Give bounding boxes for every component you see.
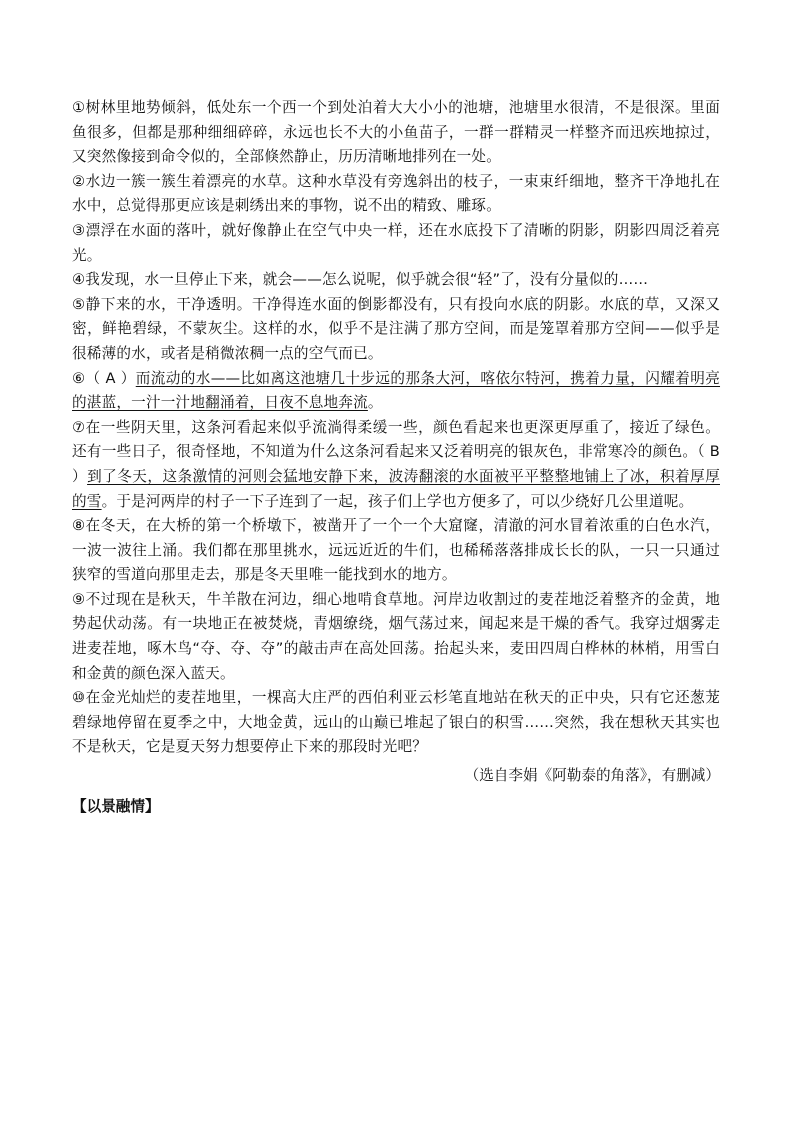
paragraph-2: ②水边一簇一簇生着漂亮的水草。这种水草没有旁逸斜出的枝子，一束束纤细地，整齐干净地扎在水中，总觉得那更应该是刺绣出来的事物，说不出的精致、雕琢。 [72,172,720,215]
paragraph-9: ⑨不过现在是秋天，牛羊散在河边，细心地啃食草地。河岸边收割过的麦茬地泛着整齐的金黄，地势起伏动荡。有一块地正在被焚烧，青烟缭绕，烟气荡过来，闻起来是干燥的香气。我穿过烟雾走进麦茬地，啄木鸟“夺、夺、夺”的敲击声在高处回荡。抬起头来，麦田四周白桦林的林梢，用雪白和金黄的颜色深入蓝天。 [72,590,720,682]
paragraph-6-underlined: 而流动的水——比如离这池塘几十步远的那条大河，喀依尔特河，携着力量，闪耀着明亮的湛蓝，一汁一汁地翻涌着，日夜不息地奔流 [72,369,721,412]
paragraph-6 [72,367,720,416]
source-citation: （选自李娟《阿勒泰的角落》，有删减） [464,767,720,785]
document-page [72,96,720,819]
paragraph-5: ⑤静下来的水，干净透明。干净得连水面的倒影都没有，只有投向水底的阴影。水底的草，又深又密，鲜艳碧绿，不蒙灰尘。这样的水，似乎不是注满了那方空间，而是笼罩着那方空间——似乎是很稀薄的水，或者是稍微浓稠一点的空气而已。 [72,295,720,362]
paragraph-4: ④我发现，水一旦停止下来，就会——怎么说呢，似乎就会很“轻”了，没有分量似的…… [72,271,649,289]
paragraph-7-end: 。于是河两岸的村子一下子连到了一起，孩子们上学也方便多了，可以少绕好几公里道呢。 [101,492,694,510]
paragraph-10: ⑩在金光灿烂的麦茬地里，一棵高大庄严的西伯利亚云杉笔直地站在秋天的正中央，只有它还葱茏碧绿地停留在夏季之中，大地金黄，远山的山巅已堆起了银白的积雪……突然，我在想秋天其实也不是秋天，它是夏天努力想要停止下来的那段时光吧？ [72,689,720,756]
paragraph-8: ⑧在冬天，在大桥的第一个桥墩下，被凿开了一个一个大窟窿，清澈的河水冒着浓重的白色水汽，一波一波往上涌。我们都在那里挑水，远远近近的牛们，也稀稀落落排成长长的队，一只一只通过狭窄的雪道向那里走去，那是冬天里唯一能找到水的地方。 [72,517,720,584]
paragraph-6-marker: ⑥（ A ） [72,369,136,387]
paragraph-1: ①树林里地势倾斜，低处东一个西一个到处泊着大大小小的池塘，池塘里水很清，不是很深。里面鱼很多，但都是那种细细碎碎，永远也长不大的小鱼苗子，一群一群精灵一样整齐而迅疾地掠过，又突然像接到命令似的，全部倏然静止，历历清晰地排列在一处。 [72,99,720,166]
paragraph-6-end: 。 [367,394,383,412]
paragraph-7-start: ⑦在一些阴天里，这条河看起来似乎流淌得柔缓一些，颜色看起来也更深更厚重了，接近了绿色。还有一些日子，很奇怪地，不知道为什么这条河看起来又泛着明亮的银灰色，非常寒冷的颜色。（ B ） [72,418,720,485]
paragraph-3: ③漂浮在水面的落叶，就好像静止在空气中央一样，还在水底投下了清晰的阴影，阴影四周泛着亮光。 [72,221,720,264]
section-heading: 【以景融情】 [72,797,160,815]
paragraph-7 [72,416,720,514]
paragraph-7-underlined: 到了冬天，这条激情的河则会猛地安静下来，波涛翻滚的水面被平平整整地铺上了冰，积着厚厚的雪 [72,467,720,510]
